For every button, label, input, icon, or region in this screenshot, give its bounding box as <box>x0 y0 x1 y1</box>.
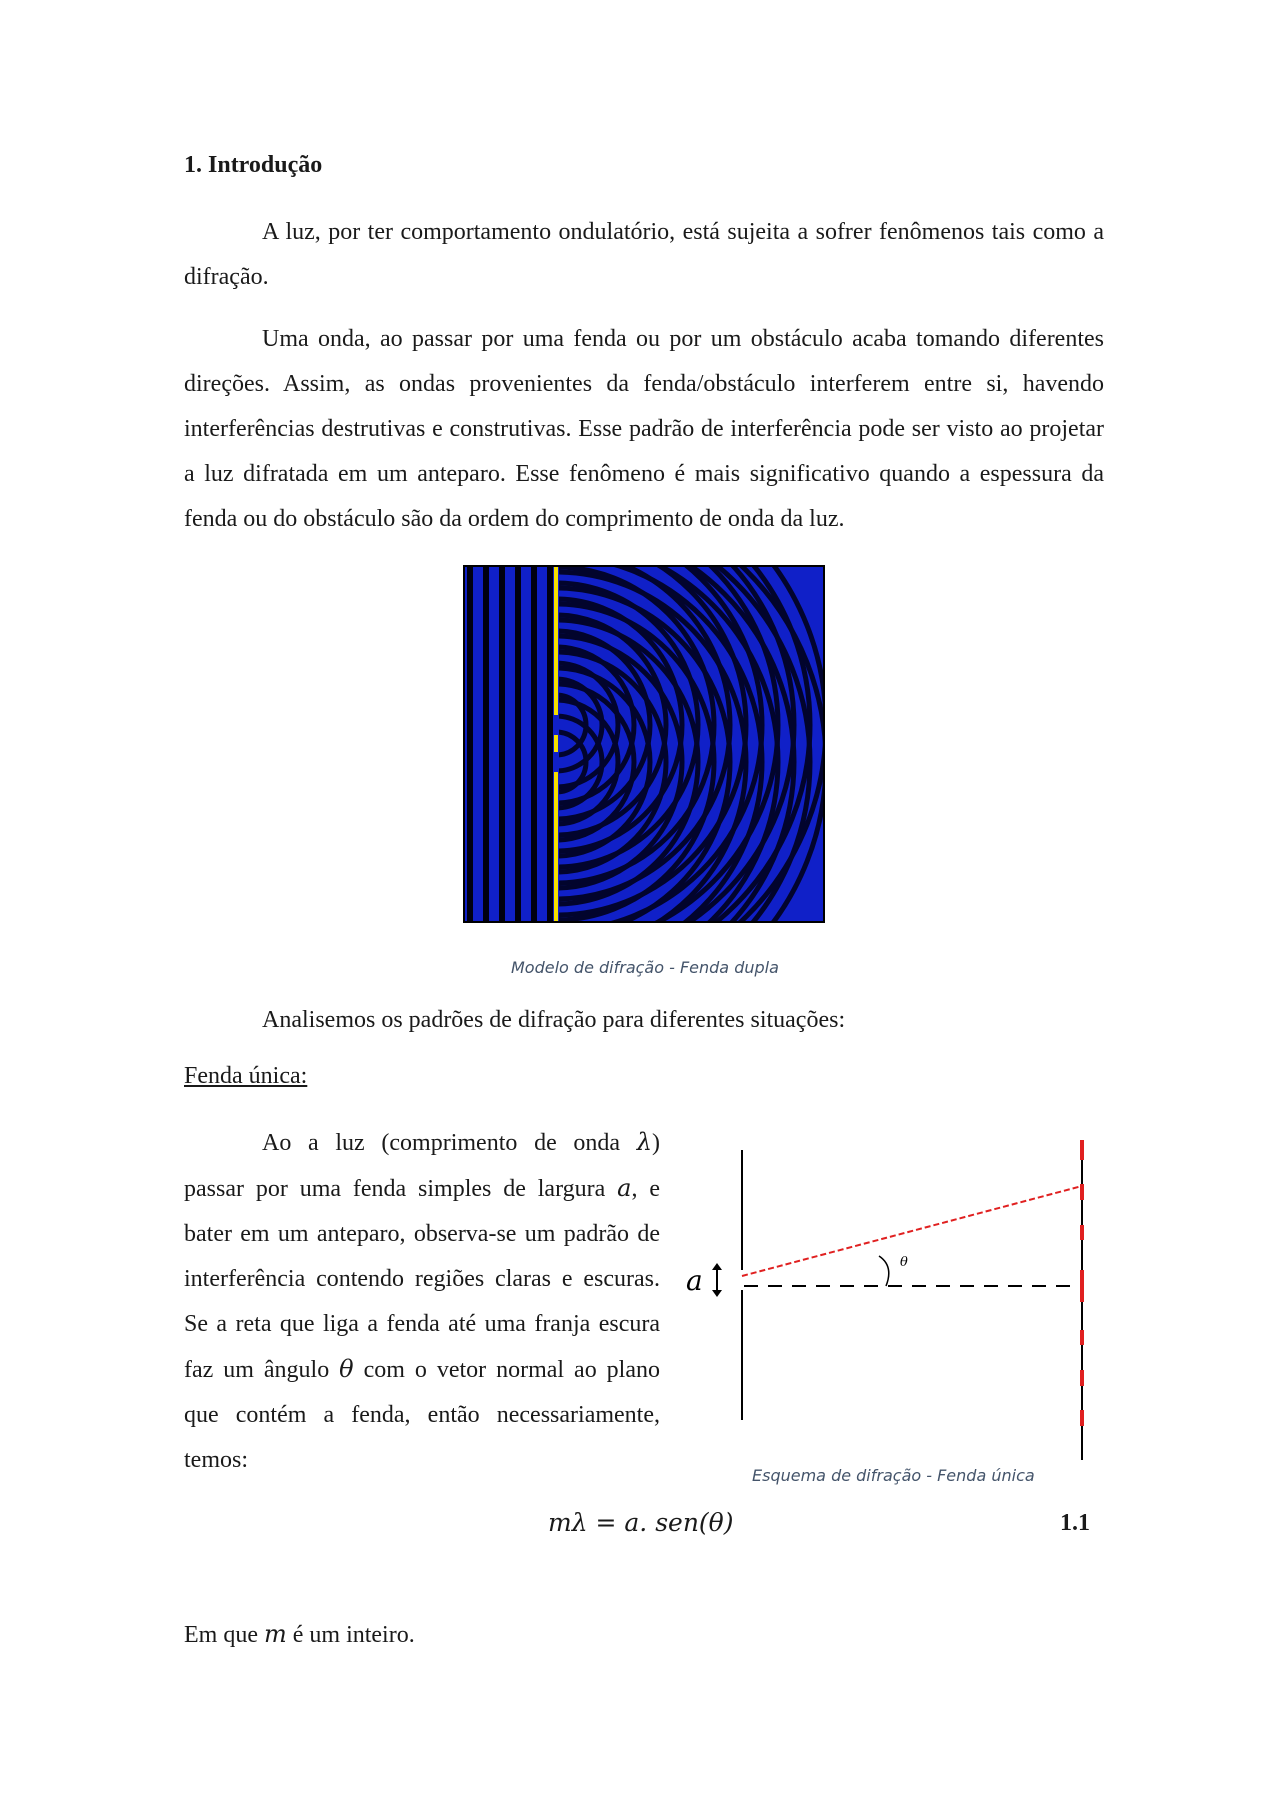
slit-width-symbol: a <box>617 1174 632 1202</box>
equation-number: 1.1 <box>1060 1510 1090 1536</box>
integer-m-symbol: m <box>263 1620 287 1648</box>
ray-to-dark-fringe <box>742 1186 1082 1276</box>
width-arrow-down <box>712 1290 722 1297</box>
paragraph-integer-note: Em que m é um inteiro. <box>184 1620 415 1648</box>
slit-barrier <box>554 565 558 923</box>
diffraction-equation: mλ = a. sen(θ) <box>548 1508 734 1537</box>
single-slit-diagram <box>672 1130 1112 1470</box>
paragraph-wave-description: Uma onda, ao passar por uma fenda ou por um obstáculo acaba tomando diferentes direções. Assim, as ondas provenientes da fenda/obstáculo interferem entre si, havendo interferências destrutivas e construtivas. Esse padrão de interferência pode ser visto ao projetar a luz difratada em um anteparo. Esse fenômeno é mais significativo quando a espessura da fenda ou do obstáculo são da ordem do comprimento de onda da luz. <box>184 326 1104 532</box>
angle-arc <box>879 1256 889 1286</box>
slit-width-label: a <box>686 1264 703 1297</box>
paragraph-intro: A luz, por ter comportamento ondulatório, está sujeita a sofrer fenômenos tais como a difração. <box>184 219 1104 290</box>
theta-symbol: θ <box>339 1355 354 1383</box>
double-slit-diffraction-image <box>463 565 825 923</box>
width-arrow-up <box>712 1263 722 1270</box>
lambda-symbol: λ <box>636 1128 652 1156</box>
section-heading: 1. Introdução <box>184 152 323 178</box>
theta-label: θ <box>900 1255 908 1270</box>
paragraph-single-slit: Ao a luz (comprimento de onda λ) passar por uma fenda simples de largura a, e bater em um anteparo, observa-se um padrão de interferência contendo regiões claras e escuras. Se a reta que liga a fenda até uma franja escura faz um ângulo θ com o vetor normal ao plano que contém a fenda, então necessariamente, temos: <box>184 1128 660 1473</box>
figure-caption-double-slit: Modelo de difração - Fenda dupla <box>511 958 779 977</box>
paragraph-analysis-intro: Analisemos os padrões de difração para diferentes situações: <box>262 1007 846 1033</box>
subsection-heading-single-slit: Fenda única: <box>184 1063 308 1089</box>
figure-caption-single-slit: Esquema de difração - Fenda única <box>752 1466 1035 1485</box>
